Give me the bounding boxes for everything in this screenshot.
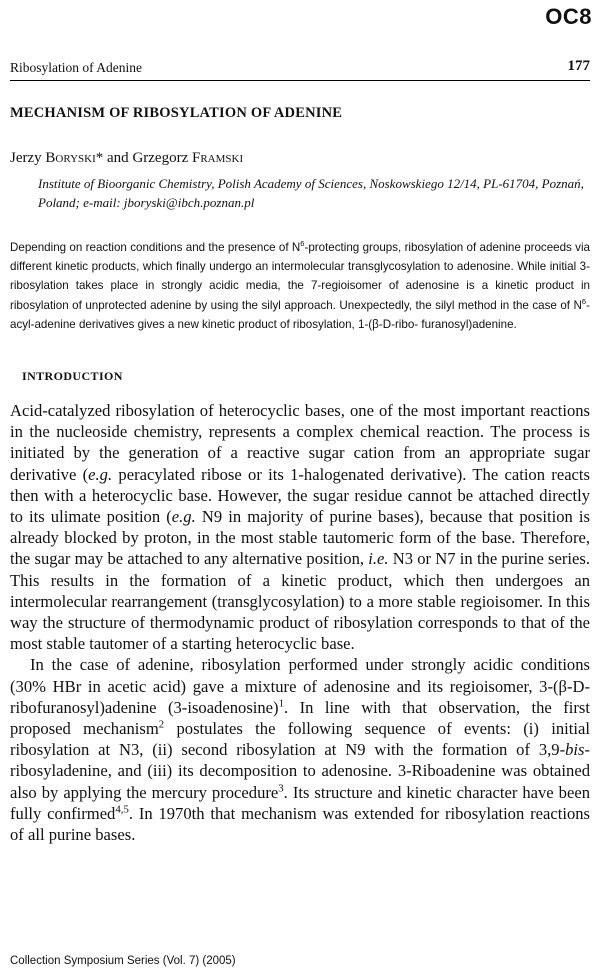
article-title: MECHANISM OF RIBOSYLATION OF ADENINE: [10, 105, 343, 121]
paragraph: [10, 654, 590, 845]
text-run: peracylated ribose or its 1-halogenated derivative). The cation reacts then with a heterocyclic base. However, the sugar residue cannot be attached directly to its ulimate position (: [10, 464, 590, 527]
text-run: . In line with that observation, the first proposed mechanism: [10, 697, 590, 739]
stereo-descriptor: D: [572, 676, 585, 696]
italic-text: bis: [565, 740, 585, 760]
stereo-descriptor: D: [382, 317, 392, 331]
text-run: In the case of adenine, ribosylation performed under strongly acidic conditions (30% HBr in acetic acid) gave a mixture of adenosine and its regioisomer, 3-(β-: [10, 655, 590, 696]
text-run: N9 in majority of purine bases), because that position is already blocked by proton, in the most stable tautomeric form of the base. Therefore, the sugar may be attached to any alternative position,: [10, 507, 590, 569]
text-run: Acid-catalyzed ribosylation of heterocyclic bases, one of the most important reactions in the nucleoside chemistry, represents a complex chemical reaction. The process is initiated by the generation of a reactive sugar cation from an appropriate sugar derivative (: [10, 401, 590, 484]
affiliation: Institute of Bioorganic Chemistry, Polish Academy of Sciences, Noskowskiego 12/14, PL-61704, Poznań, Poland; e-mail: jboryski@ibch.poznan.pl: [38, 176, 584, 210]
italic-text: e.g.: [171, 507, 196, 527]
authors: Jerzy Boryski* and Grzegorz Framski: [10, 150, 244, 166]
italic-text: i.e.: [368, 549, 389, 569]
page-number: 177: [567, 58, 590, 74]
text-run: . Its structure and kinetic character have been fully confirmed: [10, 782, 590, 823]
author-last-name: Boryski: [45, 150, 96, 166]
text-run: -ribofuranosyl)adenine (3-isoadenosine): [10, 676, 590, 717]
superscript: 6: [581, 296, 587, 306]
superscript: 6: [300, 239, 305, 249]
author-first-name: Grzegorz: [132, 150, 189, 166]
text-run: -ribosyladenine, and (iii) its decomposition to adenosine. 3-Riboadenine was obtained also by applying the mercury procedure: [10, 740, 590, 802]
citation-ref: 4,5: [115, 803, 129, 816]
text-run: postulates the following sequence of events: (i) initial ribosylation at N3, (ii) second ribosylation at N9 with the formation of 3,9-: [10, 719, 590, 760]
page-code: OC8: [545, 4, 592, 29]
abstract-text: -ribo- furanosyl)adenine.: [391, 317, 517, 331]
text-run: N3 or N7 in the purine series. This results in the formation of a kinetic product, which then undergoes an intermolecular rearrangement (transglycosylation) to a more stable regioisomer. In this way the structure of thermodynamic product of ribosylation corresponds to that of the most stable tautomer of a starting heterocyclic base.: [10, 549, 590, 654]
abstract-text: Depending on reaction conditions and the presence of N: [10, 241, 301, 254]
citation-ref: 3: [278, 782, 284, 795]
section-heading: INTRODUCTION: [22, 369, 123, 383]
italic-text: e.g.: [88, 464, 113, 484]
author-separator: and: [103, 150, 133, 166]
abstract-text: -protecting groups, ribosylation of adenine proceeds via different kinetic products, which finally undergo an intermolecular transglycosylation to adenosine. While initial 3-ribosylation takes place in strongly acidic media, the 7-regioisomer of adenosine is a kinetic product in ribosylation of unprotected adenine by using the silyl approach. Unexpectedly, the silyl method in the case of N: [10, 241, 590, 312]
running-head: [10, 58, 590, 81]
author-last-name: Framski: [191, 150, 244, 166]
text-run: . In 1970th that mechanism was extended for ribosylation reactions of all purine bases.: [10, 803, 590, 845]
running-title: Ribosylation of Adenine: [10, 60, 142, 75]
citation-ref: 1: [278, 697, 284, 710]
author-first-name: Jerzy: [10, 150, 42, 166]
abstract: [10, 238, 590, 334]
abstract-text: -acyl-adenine derivatives gives a new kinetic product of ribosylation, 1-(β-: [10, 298, 590, 331]
footer: Collection Symposium Series (Vol. 7) (2005): [10, 955, 236, 967]
body-text: [10, 400, 590, 845]
paragraph: [10, 400, 590, 654]
citation-ref: 2: [158, 718, 165, 731]
